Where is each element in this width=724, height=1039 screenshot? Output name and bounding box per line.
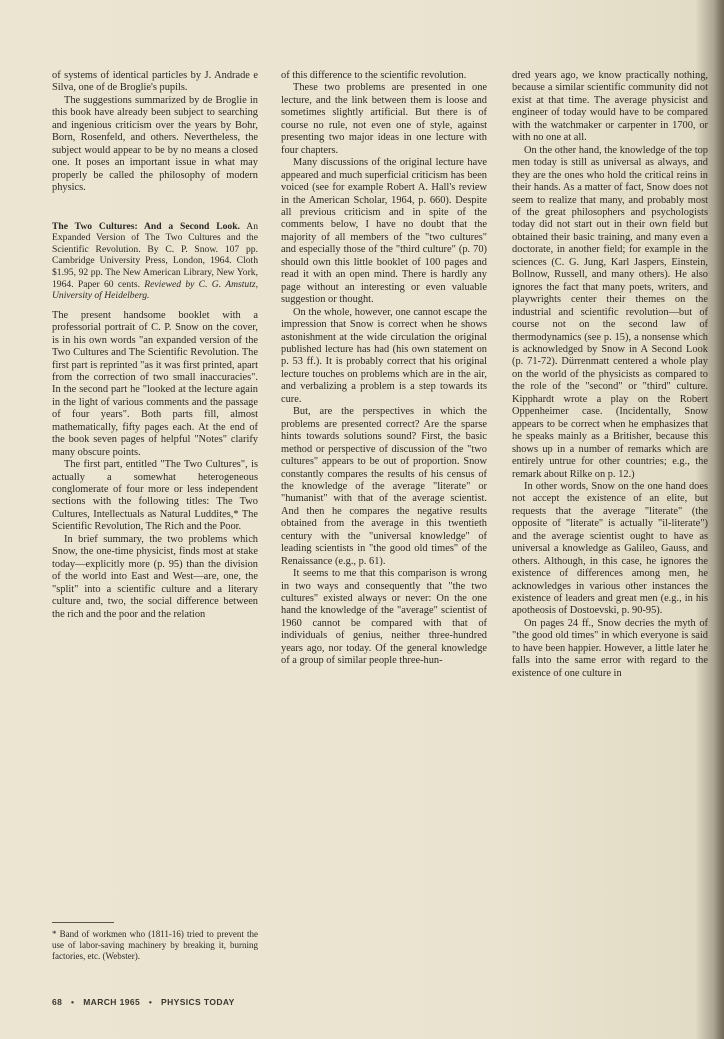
paragraph: of this difference to the scientific revolution. <box>281 70 467 81</box>
column-2 <box>281 70 487 668</box>
paragraph: It seems to me that this comparison is wrong in two ways and consequently that "the two cultures" existed always or never: On the one hand the knowledge of the "average" scientist of 1960 cannot be compared with that of individuals of genius, neither three-hundred years ago, nor today. Of the general knowledge of a group of similar people three-hun- <box>281 568 487 667</box>
issue-date: MARCH 1965 <box>83 997 141 1007</box>
paragraph: The present handsome booklet with a professorial portrait of C. P. Snow on the cover, is in his own words "an expanded version of the Two Cultures and The Scientific Revolution. The first part is reprinted "as it was first printed, apart from the correction of two small inaccuracies". In the second part he "looked at the lecture again in the light of various comments and the passage of four years". Both parts fill, almost mathematically, fifty pages each. At the end of the book seven pages of helpful "Notes" clarify many obscure points. <box>52 309 258 458</box>
column-3 <box>512 70 708 680</box>
page-footer <box>52 997 241 1007</box>
footnote-divider <box>52 922 114 923</box>
paragraph: But, are the perspectives in which the problems are presented correct? Are the sparse hints towards solutions sound? First, the basic method or perspective of discussion of the "two cultures" appears to be out of proportion. Snow constantly compares the results of his census of the knowledge of the average "literate" or "humanist" with that of the average scientist. And then he compares the negative results obtained from the average in this twentieth century with the "universal knowledge" of leading scientists in "the good old times" of the Renaissance (e.g., p. 61). <box>281 406 487 567</box>
paragraph: On the other hand, the knowledge of the top men today is still as universal as always, and they are the ones who hold the critical reins in their hands. As a matter of fact, Snow does not seem to realize that many, and probably most of the great philosophers and psychologists today did not start out in their own field but obtained their basic training, and many even a doctorate, in another field; for example in the sciences (C. G. Jung, Karl Jaspers, Einstein, Bollnow, Russell, and many others). He also ignores the fact that many poets, writers, and playwrights center their themes on the industrial and scientific revolution—but of course not on the second law of thermodynamics (see p. 15), a nonsense which is acknowledged by Snow in A Second Look (p. 71-72). Dürrenmatt centered a whole play on the world of the physicists as compared to the role of the "second" or "third" culture. Kipphardt wrote a play on the Robert Oppenheimer case. (Incidentally, Snow appears to be correct when he emphasizes that he speaks mainly as a Britisher, because this shows up in a number of remarks which are entirely untrue for other countries; e.g., the remark about Rilke on p. 12.) <box>512 144 708 480</box>
footer-separator: • <box>148 997 153 1007</box>
review-body <box>52 310 258 621</box>
paragraph: dred years ago, we know practically nothing, because a similar scientific community did not exist at that time. The average physicist and engineer of today would have to be compared with the watchmaker or carpenter in 1700, or with no one at all. <box>512 70 708 144</box>
paragraph: On the whole, however, one cannot escape the impression that Snow is correct when he shows astonishment at the wide circulation the original published lecture has had (his own statement on p. 53 ff.). It is probably correct that his original lecture touches on problems which are in the air, and verbalizing a problem is a step towards its cure. <box>281 306 487 405</box>
paragraph: The suggestions summarized by de Broglie in this book have already been subject to searching and ingenious criticism over the years by Bohr, Born, Rosenfeld, and others. Nevertheless, the subject would appear to be by no means a closed one. It poses an important issue in what may properly be called the philosophy of modern physics. <box>52 94 258 194</box>
review-title: The Two Cultures: And a Second Look. <box>52 220 240 232</box>
reviewer-credit: Reviewed by C. G. Amstutz, University of Heidelberg. <box>52 278 258 302</box>
binding-shadow <box>714 0 724 1039</box>
review-header <box>52 221 258 302</box>
footer-separator: • <box>71 997 75 1007</box>
footnote: * Band of workmen who (1811-16) tried to prevent the use of labor-saving machinery by breaking it, burning factories, etc. (Webster). <box>52 929 258 961</box>
review-details: An Expanded Version of The Two Cultures and the Scientific Revolution. By C. P. Snow. 107 pp. Cambridge University Press, London, 1964. Cloth $1.95, 92 pp. The New American Library, New York, 1964. Paper 60 cents. <box>52 220 258 290</box>
paragraph: of systems of identical particles by J. Andrade e Silva, one of de Broglie's pupils. <box>52 70 258 94</box>
column-1 <box>52 70 258 621</box>
journal-name: PHYSICS TODAY <box>161 997 235 1007</box>
paragraph: Many discussions of the original lecture have appeared and much superficial criticism has been voiced (see for example Robert A. Hall's review in the American Scholar, 1964, p. 660). Despite all previous criticism and in spite of the comments below, I have no doubt that the majority of all members of the "two cultures" and especially those of the "third culture" (p. 70) should own this little booklet of 100 pages and read it with an open mind. There is hardly any page without an interesting or even valuable suggestion or thought. <box>281 157 487 306</box>
paragraph: On pages 24 ff., Snow decries the myth of "the good old times" in which everyone is said to have been happier. However, a little later he falls into the same error with regard to the existence of one culture in <box>512 617 708 679</box>
page-number: 68 <box>52 997 63 1007</box>
paragraph: The first part, entitled "The Two Cultures", is actually a somewhat heterogeneous conglomerate of four more or less independent sections with the following titles: The Two Cultures, Intellectuals as Natural Luddites,* The Scientific Revolution, The Rich and the Poor. <box>52 459 258 533</box>
paragraph: These two problems are presented in one lecture, and the link between them is loose and sometimes slightly artificial. But there is of course no rule, not even one of style, against presenting two major ideas in one lecture with four chapters. <box>281 82 487 156</box>
paragraph: In brief summary, the two problems which Snow, the one-time physicist, finds most at stake today—explicitly more (p. 95) than the division of the world into East and West—are, one, the "split" into a scientific culture and a literary culture and, two, the social difference between the rich and the poor and the relation <box>52 533 258 620</box>
paragraph: In other words, Snow on the one hand does not accept the existence of an elite, but requests that the average "literate" (the opposite of "literate" is actually "il-literate") and the average scientist ought to have as universal a knowledge as Galileo, Gauss, and others. Although, in this case, he ignores the existence of differences among men, he acknowledges in various other instances the existence of leaders and great men (e.g., in his apotheosis of Dostoevski, p. 90-95). <box>512 480 708 617</box>
